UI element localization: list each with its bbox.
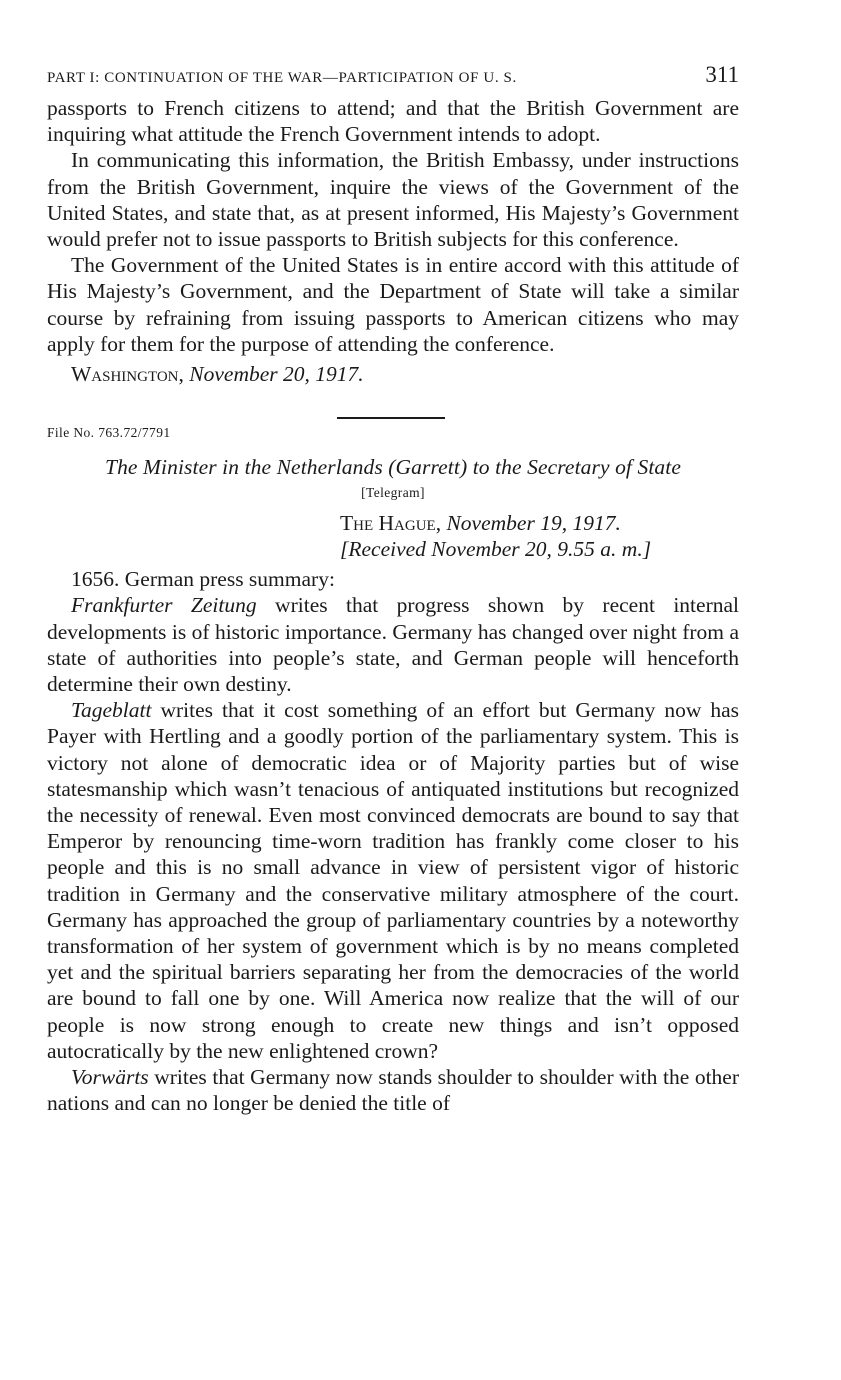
telegram-date: November 19, 1917. [446, 511, 621, 536]
document-type: [Telegram] [361, 485, 425, 501]
file-number: File No. 763.72/7791 [47, 425, 171, 441]
telegram-dateline [340, 510, 739, 562]
running-title: PART I: CONTINUATION OF THE WAR—PARTICIPATION OF U. S. [47, 70, 517, 86]
closing-dateline [47, 361, 739, 387]
telegram-dateline-sent [340, 510, 739, 536]
continued-paragraph: passports to French citizens to attend; and that the British Government are inquiring what attitude the French Government intends to adopt. [47, 96, 739, 147]
newspaper-tageblatt: Tageblatt [71, 698, 152, 723]
paragraph-accord: The Government of the United States is in entire accord with this attitude of His Majesty’s Government, and the Department of State will take a similar course by refraining from issuing passports to American citizens who may apply for them for the purpose of attending the conference. [47, 253, 739, 356]
telegram-place: The Hague, [340, 511, 442, 536]
frankfurter-text: writes that progress shown by recent internal developments is of historic importance. Germany has changed over night from a state of authorities into people’s state, and German people will henceforth determine their own destiny. [47, 593, 740, 697]
paragraph-frankfurter [47, 592, 739, 697]
paragraph-tageblatt [47, 697, 739, 1064]
section-divider [337, 417, 445, 419]
document-page [47, 60, 739, 1117]
closing-date: November 20, 1917. [189, 362, 364, 387]
paragraph-vorwarts [47, 1064, 739, 1116]
page-number: 311 [705, 62, 739, 87]
document-title: The Minister in the Netherlands (Garrett) to the Secretary of State [105, 455, 681, 480]
running-head [47, 60, 739, 93]
paragraph-embassy: In communicating this information, the British Embassy, under instructions from the British Government, inquire the views of the Government of the United States, and state that, as at present informed, His Majesty’s Government would prefer not to issue passports to British subjects for this conference. [47, 148, 739, 252]
vorwarts-text: writes that Germany now stands shoulder to shoulder with the other nations and can no longer be denied the title of [47, 1065, 739, 1116]
closing-place: Washington, [71, 362, 184, 387]
telegram-opening: 1656. German press summary: [71, 567, 335, 592]
telegram-received: [Received November 20, 9.55 a. m.] [340, 537, 652, 562]
tageblatt-text: writes that it cost something of an effort but Germany now has Payer with Hertling and a goodly portion of the parliamentary system. This is victory not alone of democratic idea or of Majority parties but of wise statesmanship which wasn’t tenacious of antiquated institutions but recognized the necessity of renewal. Even most convinced democrats are bound to say that Emperor by renouncing time-worn tradition has frankly come closer to his people and this is no small advance in view of persistent vigor of historic tradition in Germany and the conservative military atmosphere of the court. Germany has approached the group of parliamentary countries by a noteworthy transformation of her system of government which is by no means completed yet and the spiritual barriers separating her from the democracies of the world are bound to fall one by one. Will America now realize that the will of our people is now strong enough to create new things and isn’t opposed autocratically by the new enlightened crown? [47, 698, 739, 1063]
newspaper-vorwarts: Vorwärts [71, 1065, 149, 1090]
newspaper-frankfurter: Frankfurter Zeitung [71, 593, 257, 618]
